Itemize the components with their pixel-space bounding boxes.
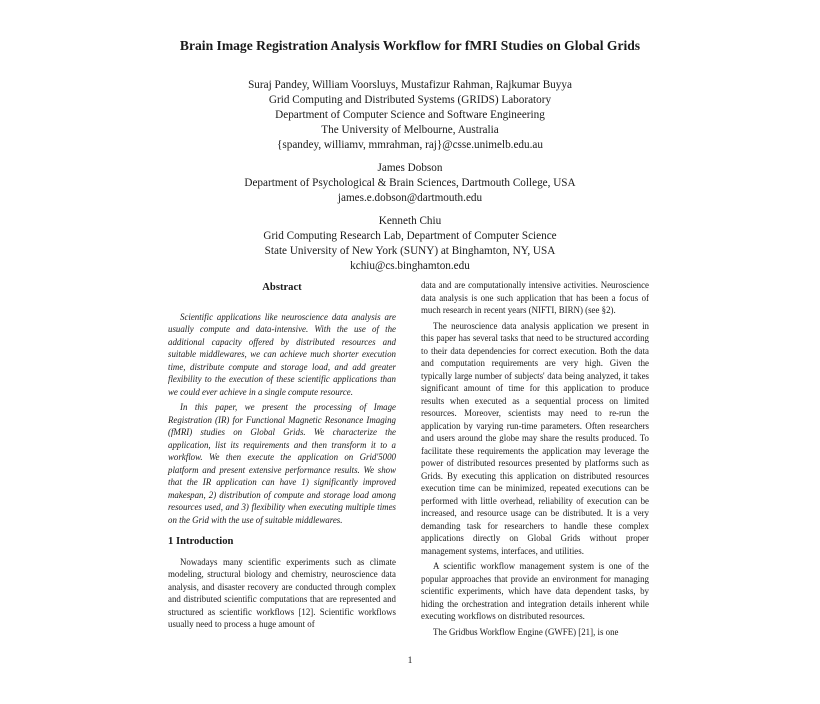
affiliation-line: The University of Melbourne, Australia [321,124,499,136]
body-paragraph: Nowadays many scientific experiments such as climate modeling, structural biology and chemistry, neuroscience data analysis, and disaster recovery are conducted through complex and distributed scientific computations that are represented and structured as scientific workflows [12]. Scientific workflows usually need to process a huge amount of [168,556,396,629]
author-line: Suraj Pandey, William Voorsluys, Mustafizur Rahman, Rajkumar Buyya [248,79,572,91]
affiliation-line: Grid Computing Research Lab, Department of Computer Science [263,230,557,242]
affiliation-line: Department of Psychological & Brain Sciences, Dartmouth College, USA [244,177,576,189]
affiliation-line: Department of Computer Science and Software Engineering [275,109,545,121]
author-line: James Dobson [377,162,443,174]
body-paragraph: A scientific workflow management system is one of the popular approaches that provide an environment for managing scientific experiments, which have data dependent tasks, by hiding the orchestration and integration details inherent while executing workflows on distributed resources. [421,561,649,621]
author-block-dartmouth [0,161,820,206]
affiliation-line: State University of New York (SUNY) at Binghamton, NY, USA [264,245,556,257]
email-line: james.e.dobson@dartmouth.edu [337,192,483,204]
section-heading-introduction: 1 Introduction [168,536,234,547]
email-line: kchiu@cs.binghamton.edu [350,260,470,272]
body-paragraph: data and are computationally intensive activities. Neuroscience data analysis is one such application that has been a focus of much research in recent years (NIFTI, BIRN) (see §2). [421,280,649,315]
abstract-paragraph: In this paper, we present the processing of Image Registration (IR) for Functional Magnetic Resonance Imaging (fMRI) studies on Global Grids. We characterize the application, list its requirements and then transform it to a workflow. We then execute the application on Grid'5000 platform and present extensive performance results. We show that the IR application can have 1) significantly improved makespan, 2) distribution of compute and storage load among resources used, and 3) flexibility when executing multiple times on the Grid with the use of suitable middlewares. [168,402,396,525]
author-line: Kenneth Chiu [378,215,442,227]
abstract-paragraph: Scientific applications like neuroscience data analysis are usually compute and data-intensive. With the use of the additional capacity offered by distributed resources and suitable middlewares, we can achieve much shorter execution time, distribute compute and storage load, and add greater flexibility to the execution of these scientific applications than we could ever achieve in a single compute resource. [168,311,396,397]
author-affiliations [0,78,820,274]
affiliation-line: Grid Computing and Distributed Systems (GRIDS) Laboratory [268,94,552,106]
author-block-grids [0,78,820,153]
paper-title: Brain Image Registration Analysis Workflow for fMRI Studies on Global Grids [179,38,641,53]
email-line: {spandey, williamv, mmrahman, raj}@csse.unimelb.edu.au [277,139,543,151]
right-column [421,279,649,641]
abstract-heading: Abstract [262,282,302,293]
left-column [168,282,396,634]
body-paragraph: The Gridbus Workflow Engine (GWFE) [21], is one [433,626,619,637]
author-block-suny [0,214,820,274]
page-number: 1 [407,655,413,666]
body-paragraph: The neuroscience data analysis application we present in this paper has several tasks that need to be structured according to their data dependencies for correct execution. Both the data and computation requirements are very high. Given the typically large number of subjects' data being analyzed, it takes significant amount of time for this application to produce results when executed as a sequential process on limited resources. Moreover, scientists may need to re-run the application by varying run-time parameters. Often researchers and users around the globe may share the results produced. To facilitate these requirements the application may leverage the power of distributed resources presented by platforms such as Grids. By executing this application on distributed resources execution time can be minimized, repeated executions can be performed with little overhead, reliability of execution can be increased, and resource usage can be distributed. It is a very demanding task for researchers to handle these complex applications directly on Global Grids without proper management systems, interfaces, and utilities. [421,320,649,556]
